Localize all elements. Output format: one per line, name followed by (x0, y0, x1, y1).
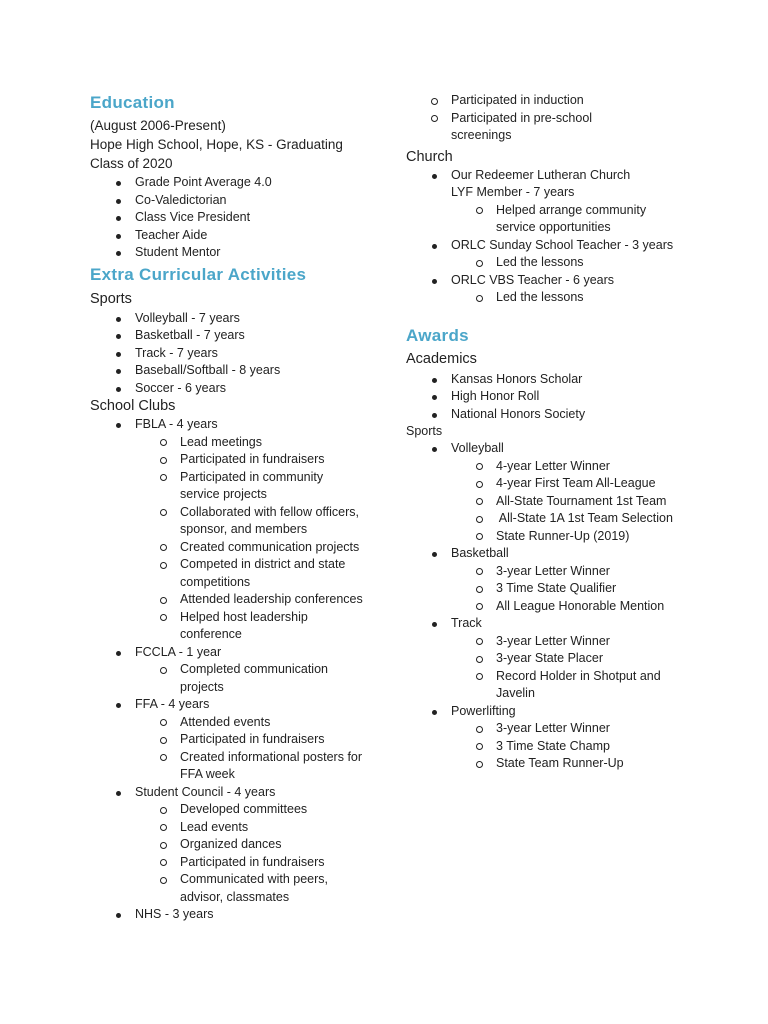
list-item: State Team Runner-Up (406, 755, 736, 773)
list-item: Created informational posters for FFA week (90, 749, 370, 784)
list-item: Baseball/Softball - 8 years (90, 362, 390, 380)
list-item: Developed committees (90, 801, 390, 819)
list-item: Record Holder in Shotput and Javelin (406, 668, 671, 703)
list-item: All-State Tournament 1st Team (406, 493, 736, 511)
sports-list (90, 310, 390, 398)
list-item: Grade Point Average 4.0 (90, 174, 390, 192)
left-column (90, 92, 390, 924)
list-item: Competed in district and state competitions (90, 556, 355, 591)
list-item: All-State 1A 1st Team Selection (406, 510, 736, 528)
list-item: 3-year Letter Winner (406, 633, 736, 651)
awards-sports-subheading: Sports (406, 424, 443, 438)
list-item: Participated in induction (361, 92, 736, 110)
list-item: Student Mentor (90, 244, 390, 262)
sports-subheading: Sports (90, 290, 132, 307)
academics-subheading: Academics (406, 350, 477, 367)
club-fbla: FBLA - 4 years (90, 416, 390, 434)
list-item: 4-year Letter Winner (406, 458, 736, 476)
list-item: Soccer - 6 years (90, 380, 390, 398)
church-sunday-school: ORLC Sunday School Teacher - 3 years (406, 237, 736, 255)
list-item: 4-year First Team All-League (406, 475, 736, 493)
list-item: Kansas Honors Scholar (406, 371, 736, 389)
list-item: Co-Valedictorian (90, 192, 390, 210)
awards-heading: Awards (406, 325, 469, 345)
education-heading: Education (90, 93, 175, 112)
list-item: 3-year State Placer (406, 650, 736, 668)
club-ffa: FFA - 4 years (90, 696, 390, 714)
clubs-subheading: School Clubs (90, 398, 176, 414)
list-item: Volleyball - 7 years (90, 310, 390, 328)
list-item: Basketball - 7 years (90, 327, 390, 345)
list-item: High Honor Roll (406, 388, 736, 406)
award-volleyball: Volleyball (406, 440, 736, 458)
club-fccla: FCCLA - 1 year (90, 644, 390, 662)
church-vbs: ORLC VBS Teacher - 6 years (406, 272, 736, 290)
list-item: Created communication projects (90, 539, 390, 557)
right-column (406, 92, 736, 773)
club-student-council: Student Council - 4 years (90, 784, 390, 802)
academics-list (406, 371, 736, 424)
church-list (406, 167, 736, 307)
list-item: 3-year Letter Winner (406, 563, 736, 581)
list-item: 3 Time State Qualifier (406, 580, 736, 598)
church-heading: Church (406, 148, 453, 165)
education-list (90, 174, 390, 262)
list-item: Lead meetings (90, 434, 390, 452)
list-item: Teacher Aide (90, 227, 390, 245)
club-nhs: NHS - 3 years (90, 906, 390, 924)
school-line-2: Class of 2020 (90, 156, 173, 171)
list-item: Attended events (90, 714, 390, 732)
list-item: Helped host leadership conference (90, 609, 320, 644)
list-item: Participated in pre-school screenings (361, 110, 606, 145)
list-item: Led the lessons (406, 254, 736, 272)
continued-list (361, 92, 736, 145)
list-item: Participated in community service projects (90, 469, 330, 504)
church-lyf: Our Redeemer Lutheran Church LYF Member - 7 years (406, 167, 651, 202)
award-basketball: Basketball (406, 545, 736, 563)
list-item: Participated in fundraisers (90, 451, 390, 469)
list-item: Participated in fundraisers (90, 731, 390, 749)
list-item: Communicated with peers, advisor, classmates (90, 871, 340, 906)
list-item: Led the lessons (406, 289, 736, 307)
extracurricular-heading: Extra Curricular Activities (90, 264, 307, 284)
list-item: Collaborated with fellow officers, sponsor, and members (90, 504, 365, 539)
list-item: Attended leadership conferences (90, 591, 390, 609)
list-item: Completed communication projects (90, 661, 340, 696)
list-item: National Honors Society (406, 406, 736, 424)
list-item: Participated in fundraisers (90, 854, 390, 872)
list-item: All League Honorable Mention (406, 598, 736, 616)
list-item: Organized dances (90, 836, 390, 854)
clubs-list (90, 416, 390, 924)
list-item: Track - 7 years (90, 345, 390, 363)
awards-sports-list (406, 440, 736, 773)
education-dates: (August 2006-Present) (90, 118, 226, 133)
list-item: Class Vice President (90, 209, 390, 227)
award-powerlifting: Powerlifting (406, 703, 736, 721)
list-item: Lead events (90, 819, 390, 837)
list-item: 3-year Letter Winner (406, 720, 736, 738)
list-item: 3 Time State Champ (406, 738, 736, 756)
list-item: Helped arrange community service opportunities (406, 202, 656, 237)
school-line-1: Hope High School, Hope, KS - Graduating (90, 137, 343, 152)
award-track: Track (406, 615, 736, 633)
list-item: State Runner-Up (2019) (406, 528, 736, 546)
